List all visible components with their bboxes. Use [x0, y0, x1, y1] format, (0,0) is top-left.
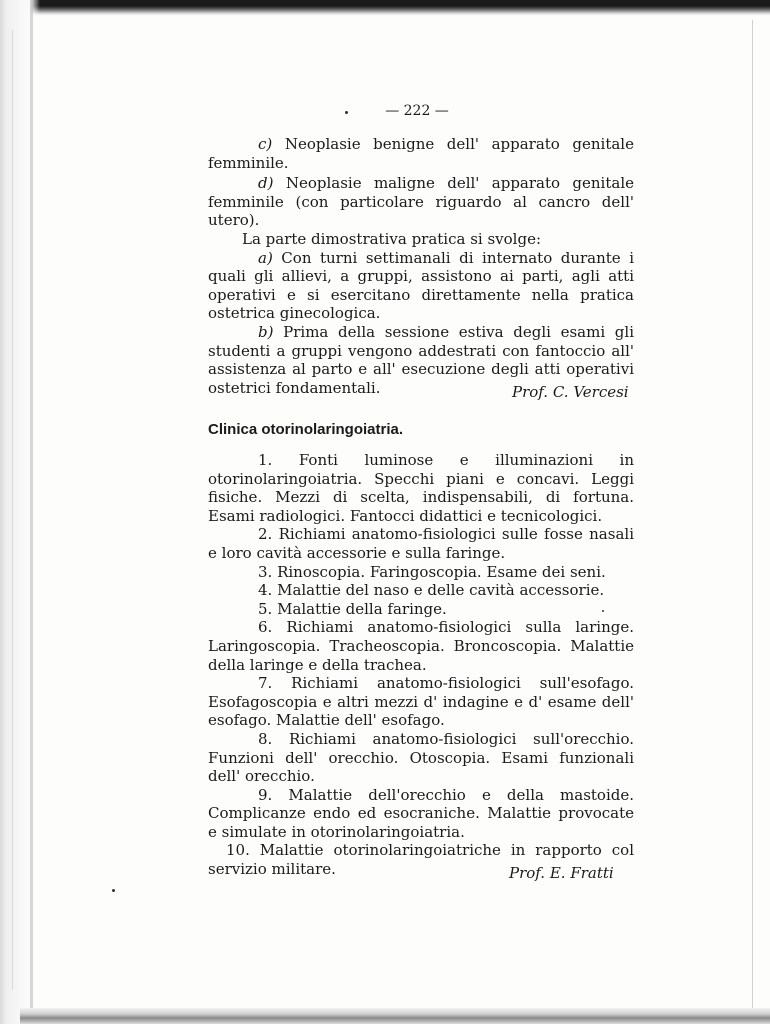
page-number: — 222 —: [385, 103, 449, 119]
list-item: 8. Richiami anatomo-fisiologici sull'orecchio. Funzioni dell' orecchio. Otoscopia. Esami funzionali dell' orecchio.: [208, 729, 634, 786]
section-heading: Clinica otorinolaringoiatria.: [208, 421, 404, 438]
item-label: b): [258, 322, 274, 341]
paragraph-text: Neoplasie benigne dell' apparato genitale femminile.: [208, 135, 634, 172]
list-item: 10. Malattie otorinolaringoiatriche in rapporto col servizio militare.: [208, 841, 634, 879]
list-item: 5. Malattie della faringe.: [258, 599, 447, 618]
speck: [345, 111, 348, 114]
list-item: 1. Fonti luminose e illuminazioni in otorinolaringoiatria. Specchi piani e concavi. Leggi fisiche. Mezzi di scelta, indispensabili, di fortuna. Esami radiologici. Fantocci didattici e tecnicologici.: [208, 451, 634, 525]
paragraph-intro: [208, 230, 634, 249]
list-item: 2. Richiami anatomo-fisiologici sulle fosse nasali e loro cavità accessorie e sulla faringe.: [208, 525, 634, 562]
scan-binding-line: [12, 30, 13, 990]
paragraph-text: La parte dimostrativa pratica si svolge:: [242, 229, 542, 248]
signature-vercesi: Prof. C. Vercesi: [512, 383, 629, 401]
paragraph-text: Prima della sessione estiva degli esami gli studenti a gruppi vengono addestrati con fantoccio all' assistenza al parto e all' esecuzione degli atti operativi ostetrici fondamentali.: [208, 322, 634, 397]
section-ostetricia-body: [208, 135, 634, 397]
list-item: 9. Malattie dell'orecchio e della mastoide. Complicanze endo ed esocraniche. Malattie provocate e simulate in otorinolaringoiatria.: [208, 785, 634, 841]
item-label: a): [258, 248, 273, 267]
paragraph-d: [208, 174, 634, 230]
item-label: c): [258, 135, 273, 153]
list-item: 4. Malattie del naso e delle cavità accessorie.: [258, 581, 605, 600]
list-item: 7. Richiami anatomo-fisiologici sull'esofago. Esofagoscopia e altri mezzi d' indagine e d' esame dell' esofago. Malattie dell' esofago.: [208, 674, 634, 730]
list-item: 6. Richiami anatomo-fisiologici sulla laringe. Laringoscopia. Tracheoscopia. Broncoscopia. Malattie della laringe e della trachea.: [208, 618, 634, 674]
scan-bottom-edge: [20, 1008, 770, 1024]
paragraph-text: Neoplasie maligne dell' apparato genitale femminile (con particolare riguardo al cancro dell' utero).: [208, 174, 634, 230]
scan-top-edge: [0, 0, 770, 16]
paragraph-c: [208, 135, 634, 172]
scan-binding-edge: [0, 0, 40, 1024]
section-otorino-body: [208, 451, 634, 879]
scan-binding-line: [30, 0, 33, 1024]
signature-fratti: Prof. E. Fratti: [509, 864, 614, 882]
scan-right-edge: [752, 20, 753, 1010]
speck: [112, 889, 115, 892]
paragraph-text: Con turni settimanali di internato durante i quali gli allievi, a gruppi, assistono ai parti, agli atti operativi e si esercitano direttamente nella pratica ostetrica ginecologica.: [208, 248, 634, 323]
paragraph-a: [208, 249, 634, 323]
list-item: 3. Rinoscopia. Faringoscopia. Esame dei seni.: [258, 562, 606, 581]
item-label: d): [258, 174, 274, 193]
